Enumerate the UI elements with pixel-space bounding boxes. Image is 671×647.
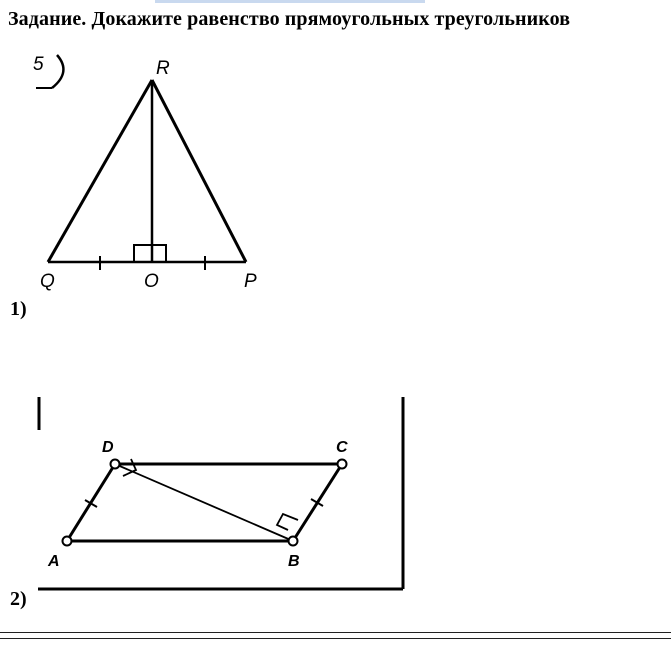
point-label-Q: Q (40, 271, 55, 292)
point-label-O: O (144, 271, 159, 292)
figure-2-label: 2) (10, 588, 27, 610)
vertex-D (111, 460, 120, 469)
point-label-P: P (244, 271, 257, 292)
point-label-D: D (102, 439, 114, 456)
figure-1-label: 1) (10, 298, 27, 320)
vertex-A (63, 537, 72, 546)
point-label-B: B (288, 553, 300, 570)
task-title: Задание. Докажите равенство прямоугольных треугольников (8, 8, 571, 30)
point-label-A: A (48, 553, 60, 570)
point-label-C: C (336, 439, 348, 456)
point-label-R: R (156, 58, 170, 79)
corner-mark-label: 5 (33, 54, 44, 75)
vertex-C (338, 460, 347, 469)
vertex-B (289, 537, 298, 546)
right-angle-mark-B (277, 514, 298, 530)
bottom-rule-lower (0, 638, 671, 639)
bottom-rule-upper (0, 632, 671, 633)
diagonal-DB (115, 464, 293, 541)
